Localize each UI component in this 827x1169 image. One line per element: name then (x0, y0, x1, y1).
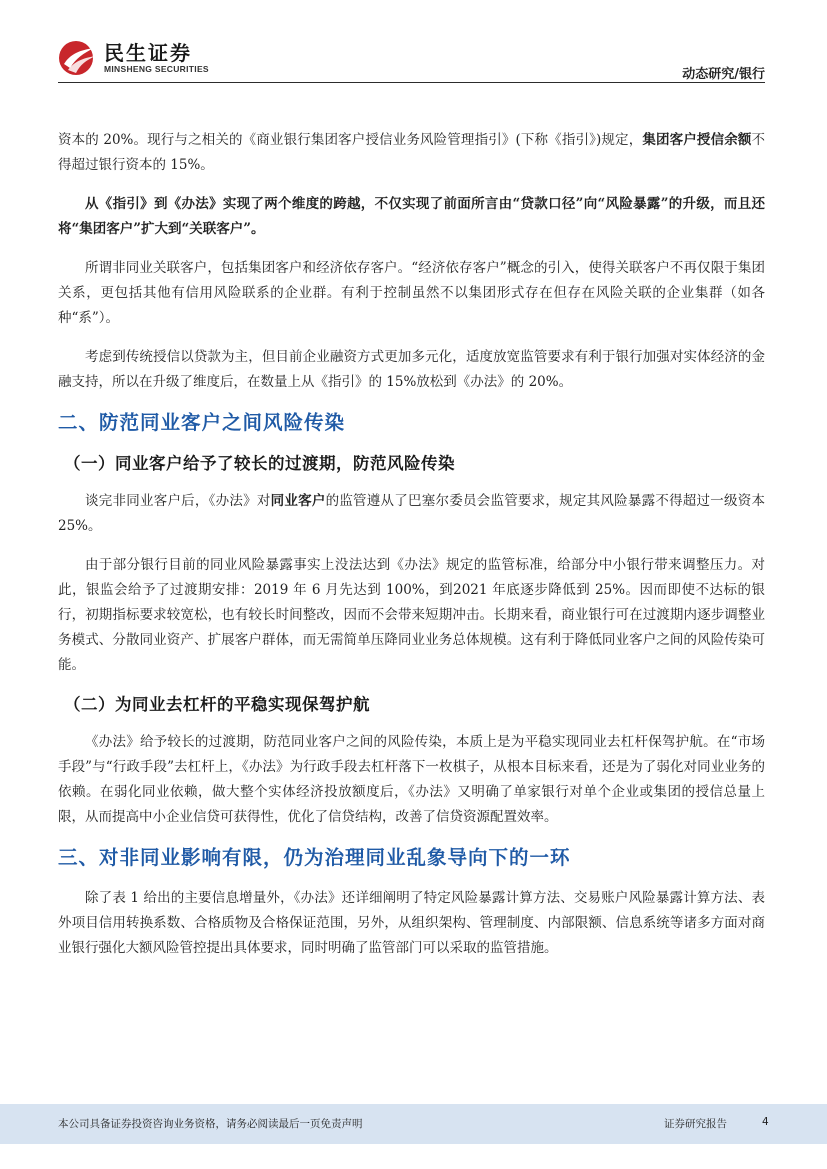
paragraph-key-point: 从《指引》到《办法》实现了两个维度的跨越，不仅实现了前面所言由“贷款口径”向“风险暴露”的升级，而且还将“集团客户”扩大到“关联客户”。 (58, 196, 765, 237)
logo-wordmark (104, 42, 209, 75)
paragraph-related-clients: 所谓非同业关联客户，包括集团客户和经济依存客户。“经济依存客户”概念的引入，使得关联客户不再仅限于集团关系，更包括其他有信用风险联系的企业群。有利于控制虽然不以集团形式存在但存在风险关联的企业集群（如各种“系”）。 (58, 260, 765, 326)
subsection-heading-2-1: （一）同业客户给予了较长的过渡期，防范风险传染 (64, 454, 455, 473)
header-divider (58, 82, 765, 83)
paragraph-deleveraging: 《办法》给予较长的过渡期，防范同业客户之间的风险传染，本质上是为平稳实现同业去杠杆保驾护航。在“市场手段”与“行政手段”去杠杆上，《办法》为行政手段去杠杆落下一枚棋子，从根本目标来看，还是为了弱化对同业业务的依赖。在弱化同业依赖，做大整个实体经济投放额度后，《办法》又明确了单家银行对单个企业或集团的授信总量上限，从而提高中小企业信贷可获得性，优化了信贷结构，改善了信贷资源配置效率。 (58, 734, 765, 825)
paragraph-interbank-limit: 谈完非同业客户后，《办法》对同业客户的监管遵从了巴塞尔委员会监管要求，规定其风险暴露不得超过一级资本 25%。 (58, 493, 766, 534)
bold-term: 集团客户授信余额 (642, 132, 752, 148)
footer-disclaimer: 本公司具备证券投资咨询业务资格，请务必阅读最后一页免责声明 (58, 1118, 363, 1130)
section-heading-2: 二、防范同业客户之间风险传染 (58, 411, 346, 434)
minsheng-logo (58, 40, 209, 76)
paragraph-capital-limit: 资本的 20%。现行与之相关的《商业银行集团客户授信业务风险管理指引》(下称《指引》)规定，集团客户授信余额不得超过银行资本的 15%。 (58, 132, 765, 173)
page-footer (0, 1104, 827, 1144)
page-number: 4 (762, 1116, 769, 1128)
minsheng-logo-icon (58, 40, 98, 76)
report-body (58, 128, 765, 975)
subsection-heading-2-2: （二）为同业去杠杆的平稳实现保驾护航 (64, 695, 370, 714)
section-heading-3: 三、对非同业影响有限，仍为治理同业乱象导向下的一环 (58, 846, 571, 869)
logo-english-name: MINSHENG SECURITIES (104, 63, 209, 74)
paragraph-relaxation: 考虑到传统授信以贷款为主，但目前企业融资方式更加多元化，适度放宽监管要求有利于银行加强对实体经济的金融支持，所以在升级了维度后，在数量上从《指引》的 15%放松到《办法》的 20%。 (58, 349, 765, 390)
bold-term: 同业客户 (270, 493, 326, 509)
logo-chinese-name: 民生证券 (104, 40, 192, 65)
paragraph-transition-period: 由于部分银行目前的同业风险暴露事实上没法达到《办法》规定的监管标准，给部分中小银行带来调整压力。对此，银监会给予了过渡期安排：2019 年 6 月先达到 100%，到2021 年底逐步降低到 25%。因而即使不达标的银行，初期指标要求较宽松，也有较长时间整改，因而不会带来短期冲击。长期来看，商业银行可在过渡期内逐步调整业务模式、分散同业资产、扩展客户群体，而无需简单压降同业业务总体规模。这有利于降低同业客户之间的风险传染可能。 (58, 557, 765, 673)
page-header (0, 0, 827, 82)
paragraph-other-details: 除了表 1 给出的主要信息增量外，《办法》还详细阐明了特定风险暴露计算方法、交易账户风险暴露计算方法、表外项目信用转换系数、合格质物及合格保证范围，另外，从组织架构、管理制度、内部限额、信息系统等诸多方面对商业银行强化大额风险管控提出具体要求，同时明确了监管部门可以采取的监管措施。 (58, 890, 765, 956)
footer-report-type: 证券研究报告 (664, 1118, 727, 1130)
report-section-label: 动态研究/银行 (682, 67, 765, 82)
